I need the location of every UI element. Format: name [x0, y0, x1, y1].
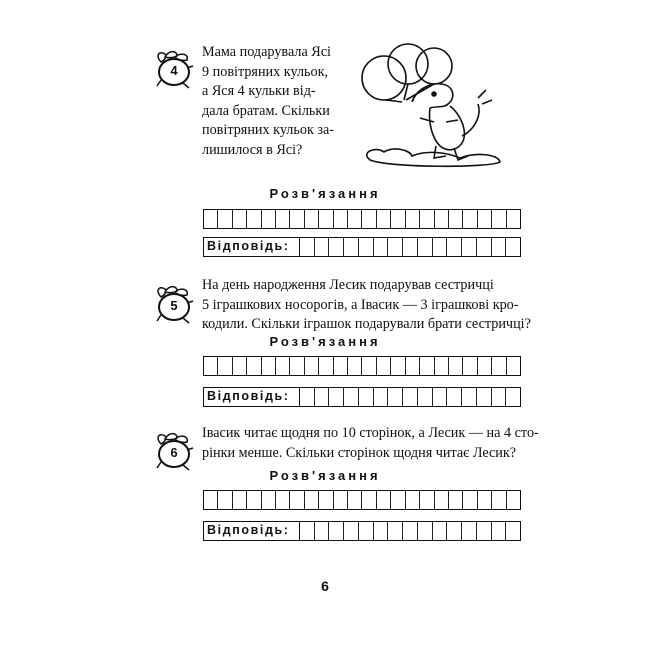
answer-cell[interactable]	[418, 238, 433, 256]
answer-cell[interactable]	[492, 388, 507, 406]
answer-cell[interactable]	[492, 238, 507, 256]
grid-cell[interactable]	[276, 491, 290, 509]
answer-cell[interactable]	[344, 238, 359, 256]
grid-cell[interactable]	[233, 357, 247, 375]
grid-cell[interactable]	[463, 357, 477, 375]
answer-cell[interactable]	[300, 522, 315, 540]
answer-cell[interactable]	[462, 238, 477, 256]
answer-cell[interactable]	[388, 522, 403, 540]
answer-cell[interactable]	[359, 388, 374, 406]
grid-cell[interactable]	[449, 210, 463, 228]
grid-cell[interactable]	[435, 491, 449, 509]
answer-cell[interactable]	[300, 238, 315, 256]
grid-cell[interactable]	[319, 210, 333, 228]
grid-cell[interactable]	[247, 491, 261, 509]
answer-cell[interactable]	[403, 238, 418, 256]
grid-cell[interactable]	[435, 357, 449, 375]
grid-cell[interactable]	[334, 210, 348, 228]
answer-cell[interactable]	[477, 388, 492, 406]
answer-cell[interactable]	[462, 522, 477, 540]
answer-cell[interactable]	[462, 388, 477, 406]
grid-cell[interactable]	[218, 491, 232, 509]
answer-label: Відповідь:	[204, 388, 300, 406]
grid-cell[interactable]	[319, 357, 333, 375]
grid-cell[interactable]	[204, 210, 218, 228]
problem-number-badge	[153, 48, 195, 90]
grid-cell[interactable]	[204, 491, 218, 509]
problem-number: 5	[170, 298, 178, 313]
answer-cell[interactable]	[388, 238, 403, 256]
problem-number-badge	[153, 430, 195, 472]
grid-cell[interactable]	[406, 357, 420, 375]
answer-cell[interactable]	[477, 522, 492, 540]
grid-cell[interactable]	[247, 357, 261, 375]
answer-label: Відповідь:	[204, 238, 300, 256]
grid-cell[interactable]	[391, 491, 405, 509]
grid-cell[interactable]	[492, 357, 506, 375]
grid-cell[interactable]	[478, 210, 492, 228]
grid-cell[interactable]	[276, 357, 290, 375]
solution-heading: Розв'язання	[269, 468, 381, 483]
answer-cell[interactable]	[403, 388, 418, 406]
grid-cell[interactable]	[362, 357, 376, 375]
answer-cell[interactable]	[506, 388, 520, 406]
problem-text: Мама подарувала Ясі 9 повітряних кульок, а Яся 4 кульки від- дала братам. Скільки повітряних кульок за- лишилося в Ясі?	[202, 44, 335, 158]
answer-cell[interactable]	[506, 522, 520, 540]
grid-cell[interactable]	[262, 357, 276, 375]
grid-cell[interactable]	[233, 491, 247, 509]
dinosaur-with-balloons-icon	[350, 42, 520, 172]
answer-cell[interactable]	[344, 522, 359, 540]
grid-cell[interactable]	[262, 210, 276, 228]
grid-cell[interactable]	[449, 357, 463, 375]
grid-cell[interactable]	[420, 210, 434, 228]
answer-cell[interactable]	[447, 388, 462, 406]
grid-cell[interactable]	[276, 210, 290, 228]
grid-cell[interactable]	[377, 210, 391, 228]
answer-cell[interactable]	[300, 388, 315, 406]
grid-cell[interactable]	[290, 491, 304, 509]
answer-cell[interactable]	[506, 238, 520, 256]
grid-cell[interactable]	[406, 210, 420, 228]
answer-cell[interactable]	[433, 522, 448, 540]
grid-cell[interactable]	[391, 357, 405, 375]
grid-cell[interactable]	[305, 491, 319, 509]
answer-cell[interactable]	[359, 522, 374, 540]
answer-cell[interactable]	[403, 522, 418, 540]
answer-cell[interactable]	[374, 388, 389, 406]
grid-cell[interactable]	[377, 357, 391, 375]
solution-grid[interactable]	[203, 490, 521, 510]
grid-cell[interactable]	[420, 357, 434, 375]
grid-cell[interactable]	[406, 491, 420, 509]
grid-cell[interactable]	[262, 491, 276, 509]
answer-cell[interactable]	[447, 522, 462, 540]
page-number: 6	[321, 578, 329, 594]
answer-cell[interactable]	[344, 388, 359, 406]
grid-cell[interactable]	[290, 357, 304, 375]
solution-heading: Розв'язання	[269, 186, 381, 201]
answer-cell[interactable]	[447, 238, 462, 256]
problem-number-badge	[153, 283, 195, 325]
answer-cell[interactable]	[374, 238, 389, 256]
grid-cell[interactable]	[305, 357, 319, 375]
grid-cell[interactable]	[478, 357, 492, 375]
grid-cell[interactable]	[463, 210, 477, 228]
answer-cell[interactable]	[329, 522, 344, 540]
answer-row[interactable]	[203, 387, 521, 407]
problem-number: 6	[170, 445, 178, 460]
grid-cell[interactable]	[478, 491, 492, 509]
solution-heading: Розв'язання	[269, 334, 381, 349]
answer-cell[interactable]	[388, 388, 403, 406]
answer-cell[interactable]	[359, 238, 374, 256]
grid-cell[interactable]	[420, 491, 434, 509]
grid-cell[interactable]	[218, 357, 232, 375]
grid-cell[interactable]	[492, 491, 506, 509]
grid-cell[interactable]	[334, 491, 348, 509]
problem-number: 4	[170, 63, 178, 78]
grid-cell[interactable]	[507, 357, 520, 375]
grid-cell[interactable]	[348, 210, 362, 228]
grid-cell[interactable]	[391, 210, 405, 228]
answer-cell[interactable]	[477, 238, 492, 256]
answer-cell[interactable]	[315, 522, 330, 540]
grid-cell[interactable]	[204, 357, 218, 375]
grid-cell[interactable]	[305, 210, 319, 228]
grid-cell[interactable]	[449, 491, 463, 509]
grid-cell[interactable]	[233, 210, 247, 228]
grid-cell[interactable]	[362, 491, 376, 509]
grid-cell[interactable]	[492, 210, 506, 228]
answer-cell[interactable]	[329, 238, 344, 256]
grid-cell[interactable]	[319, 491, 333, 509]
solution-grid[interactable]	[203, 356, 521, 376]
answer-cell[interactable]	[492, 522, 507, 540]
answer-label: Відповідь:	[204, 522, 300, 540]
problem-text: Івасик читає щодня по 10 сторінок, а Лесик — на 4 сто- рінки менше. Скільки сторінок щодня читає Лесик?	[202, 425, 539, 461]
answer-row[interactable]	[203, 237, 521, 257]
grid-cell[interactable]	[334, 357, 348, 375]
grid-cell[interactable]	[463, 491, 477, 509]
problem-text: На день народження Лесик подарував сестричці 5 іграшкових носорогів, а Івасик — 3 іграшкові кро- кодили. Скільки іграшок подарували брати сестричці?	[202, 277, 531, 332]
answer-cell[interactable]	[433, 238, 448, 256]
grid-cell[interactable]	[435, 210, 449, 228]
grid-cell[interactable]	[247, 210, 261, 228]
answer-row[interactable]	[203, 521, 521, 541]
grid-cell[interactable]	[290, 210, 304, 228]
answer-cell[interactable]	[433, 388, 448, 406]
answer-cell[interactable]	[418, 522, 433, 540]
answer-cell[interactable]	[315, 238, 330, 256]
answer-cell[interactable]	[315, 388, 330, 406]
grid-cell[interactable]	[507, 210, 520, 228]
answer-cell[interactable]	[418, 388, 433, 406]
grid-cell[interactable]	[348, 357, 362, 375]
grid-cell[interactable]	[362, 210, 376, 228]
grid-cell[interactable]	[348, 491, 362, 509]
solution-grid[interactable]	[203, 209, 521, 229]
grid-cell[interactable]	[377, 491, 391, 509]
answer-cell[interactable]	[329, 388, 344, 406]
answer-cell[interactable]	[374, 522, 389, 540]
grid-cell[interactable]	[218, 210, 232, 228]
grid-cell[interactable]	[507, 491, 520, 509]
